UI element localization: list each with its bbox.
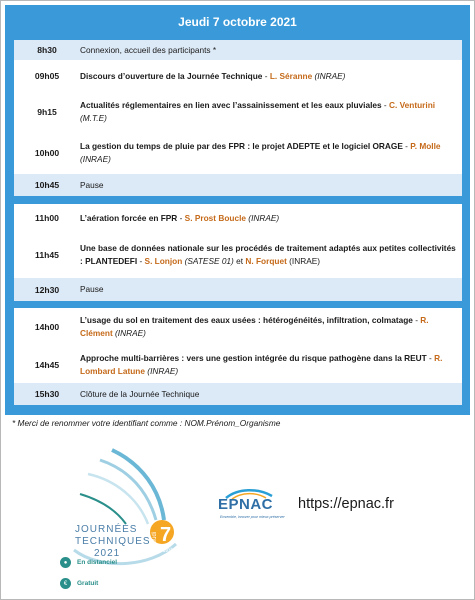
text-separator: - bbox=[177, 212, 185, 223]
speaker-affiliation: (INRAE) bbox=[80, 154, 111, 164]
date-badge bbox=[154, 522, 182, 560]
speaker-name: R. Clément bbox=[80, 315, 429, 338]
speaker-name: P. Molle bbox=[410, 141, 441, 151]
date-badge-day-word: Jeudi bbox=[152, 531, 159, 547]
epnac-name: EPNAC bbox=[218, 496, 274, 513]
row-description bbox=[80, 283, 462, 296]
program-row bbox=[14, 40, 462, 60]
logo-line1: JOURNÉES bbox=[75, 524, 138, 535]
session-title: Une base de données nationale sur les procédés de traitement adaptés aux petites collectivités : PLANTEDEFI bbox=[80, 243, 456, 266]
program-row bbox=[14, 278, 462, 301]
program-row bbox=[14, 308, 462, 346]
mode-free-label: Gratuit bbox=[77, 580, 99, 587]
program-row bbox=[14, 204, 462, 232]
euro-icon: € bbox=[60, 578, 71, 589]
program-row bbox=[14, 92, 462, 132]
day-title: Jeudi 7 octobre 2021 bbox=[178, 15, 297, 29]
row-description bbox=[80, 388, 462, 401]
row-description bbox=[80, 99, 462, 125]
text-separator: (INRAE) bbox=[286, 256, 321, 266]
session-title: L’aération forcée en FPR bbox=[80, 212, 178, 223]
program-block-morning-2 bbox=[14, 204, 462, 301]
program-row bbox=[14, 346, 462, 383]
program-panel bbox=[5, 5, 470, 415]
speaker-affiliation: (INRAE) bbox=[246, 212, 280, 223]
speaker-affiliation: (SATESE 01) bbox=[182, 256, 234, 266]
row-time: 14h00 bbox=[34, 322, 60, 332]
row-time: 14h45 bbox=[34, 359, 60, 370]
footnote: * Merci de renommer votre identifiant comme : NOM.Prénom_Organisme bbox=[12, 418, 281, 428]
session-title: La gestion du temps de pluie par des FPR : le projet ADEPTE et le logiciel ORAGE bbox=[80, 141, 403, 151]
speaker-name: S. Prost Boucle bbox=[184, 212, 246, 223]
row-description bbox=[80, 140, 462, 166]
session-label: Connexion, accueil des participants * bbox=[80, 44, 217, 55]
text-separator: - bbox=[402, 141, 411, 151]
row-time: 10h00 bbox=[34, 148, 60, 158]
row-time: 11h45 bbox=[35, 250, 59, 260]
date-badge-day-number: 7 bbox=[160, 524, 172, 546]
program-row bbox=[14, 383, 462, 405]
row-description bbox=[80, 44, 462, 57]
text-separator: et bbox=[233, 256, 246, 266]
speaker-name: R. Lombard Latune bbox=[80, 352, 443, 376]
program-block-morning-1 bbox=[14, 40, 462, 196]
logo-line2: TECHNIQUES bbox=[75, 536, 151, 547]
epnac-tagline: Ensemble, innover pour mieux préserver bbox=[220, 515, 285, 519]
row-time: 8h30 bbox=[37, 45, 57, 55]
session-title: Approche multi-barrières : vers une gestion intégrée du risque pathogène dans la REUT bbox=[80, 352, 427, 363]
row-time: 11h00 bbox=[35, 213, 59, 223]
location-icon: ● bbox=[60, 557, 71, 568]
program-row bbox=[14, 132, 462, 174]
row-time: 9h15 bbox=[37, 107, 57, 117]
row-time: 10h45 bbox=[34, 180, 60, 190]
text-separator: - bbox=[426, 352, 435, 363]
speaker-affiliation: (INRAE) bbox=[145, 365, 179, 376]
program-row bbox=[14, 174, 462, 196]
row-time: 12h30 bbox=[34, 284, 60, 295]
speaker-affiliation: (M.T.E) bbox=[80, 113, 107, 123]
speaker-affiliation: (INRAE) bbox=[112, 328, 146, 338]
epnac-logo bbox=[218, 486, 285, 532]
row-description bbox=[80, 352, 462, 378]
website-link[interactable]: https://epnac.fr bbox=[298, 496, 394, 512]
logo-year: 2021 bbox=[94, 548, 121, 559]
speaker-name: N. Forquet bbox=[245, 256, 287, 266]
text-separator: - bbox=[381, 100, 389, 110]
row-time: 15h30 bbox=[34, 389, 60, 399]
row-description bbox=[80, 314, 462, 340]
row-description bbox=[80, 70, 462, 83]
session-title: Actualités réglementaires en lien avec l’assainissement et les eaux pluviales bbox=[80, 100, 382, 110]
row-description bbox=[80, 212, 462, 225]
program-row bbox=[14, 60, 462, 92]
speaker-affiliation: (INRAE) bbox=[312, 70, 346, 81]
mode-remote bbox=[60, 557, 117, 568]
session-title: L’usage du sol en traitement des eaux usées : hétérogénéités, infiltration, colmatage bbox=[80, 315, 413, 325]
session-label: Clôture de la Journée Technique bbox=[80, 388, 200, 399]
row-description bbox=[80, 242, 462, 268]
speaker-name: S. Lonjon bbox=[144, 256, 183, 266]
program-row bbox=[14, 232, 462, 278]
row-time: 09h05 bbox=[34, 71, 60, 81]
speaker-name: C. Venturini bbox=[388, 100, 436, 110]
session-label: Pause bbox=[80, 179, 104, 190]
mode-remote-label: En distanciel bbox=[77, 559, 118, 566]
session-label: Pause bbox=[80, 284, 104, 294]
program-block-afternoon bbox=[14, 308, 462, 405]
text-separator: - bbox=[412, 315, 421, 325]
date-badge-month: octobre bbox=[158, 548, 179, 554]
mode-free bbox=[60, 578, 98, 589]
text-separator: - bbox=[137, 256, 145, 266]
text-separator: - bbox=[262, 70, 270, 81]
session-title: Discours d’ouverture de la Journée Technique bbox=[80, 70, 263, 81]
row-description bbox=[80, 179, 462, 192]
speaker-name: L. Séranne bbox=[269, 70, 313, 81]
